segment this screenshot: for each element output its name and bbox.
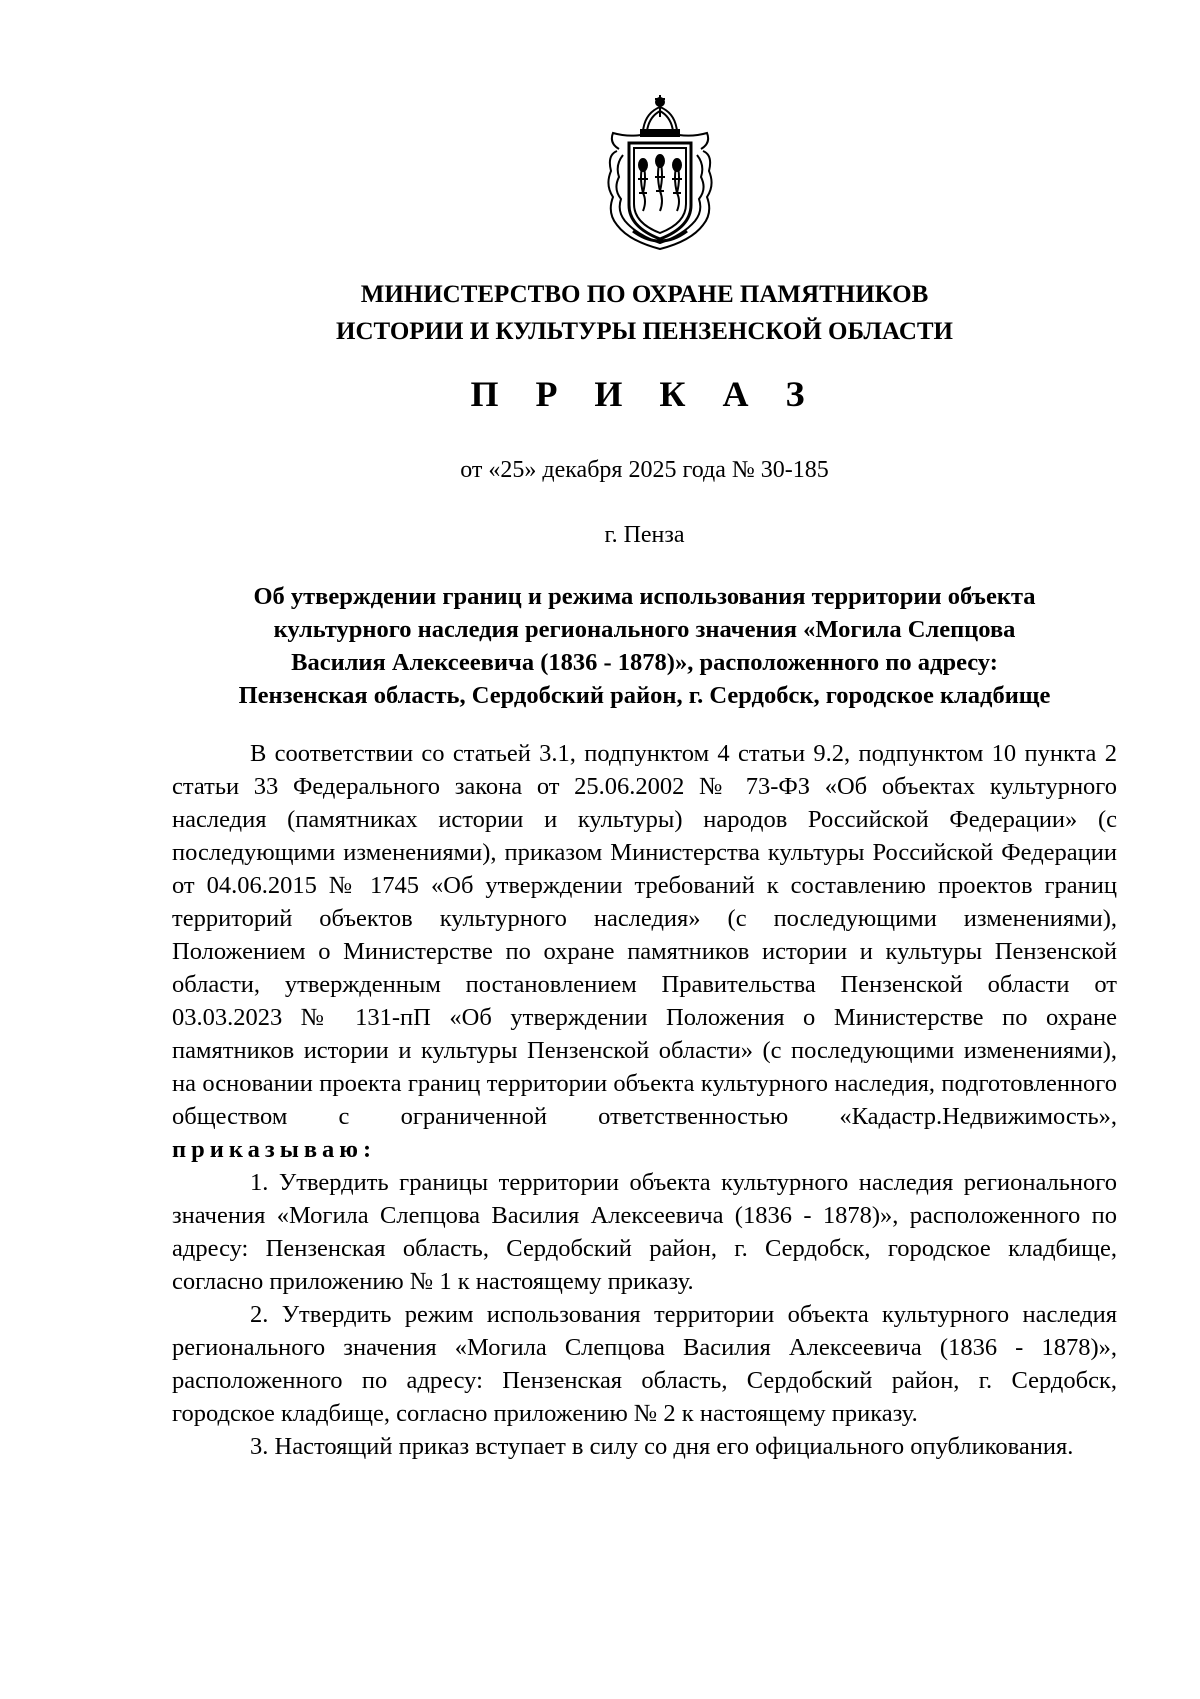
subject-line-4: Пензенская область, Сердобский район, г. Сердобск, городское кладбище [238,682,1051,709]
order-place: г. Пенза [604,522,685,548]
order-item-3: 3. Настоящий приказ вступает в силу со дня его официального опубликования. [250,1433,1074,1460]
order-subject-heading [172,580,1117,712]
document-type-heading: П Р И К А З [470,374,819,414]
penza-oblast-coat-of-arms-icon [603,93,717,253]
subject-line-1: Об утверждении границ и режима использования территории объекта [253,583,1036,610]
ministry-name-line-2: ИСТОРИИ И КУЛЬТУРЫ ПЕНЗЕНСКОЙ ОБЛАСТИ [336,318,953,345]
ministry-name [172,276,1117,350]
preamble-paragraph [172,737,1117,1166]
order-item-2: 2. Утвердить режим использования территории объекта культурного наследия регионального значения «Могила Слепцова Василия Алексеевича (1836 - 1878)», расположенного по адресу: Пензенская область, Сердобский район, г. Сердобск, городское кладбище, согласно приложению № 2 к настоящему приказу. [172,1301,1117,1427]
order-word: приказываю: [172,1136,377,1163]
order-body [172,737,1117,1463]
preamble-text: В соответствии со статьей 3.1, подпунктом 4 статьи 9.2, подпунктом 10 пункта 2 статьи 33 Федерального закона от 25.06.2002 № 73-ФЗ «Об объектах культурного наследия (памятниках истории и культуры) народов Российской Федерации» (с последующими изменениями), приказом Министерства культуры Российской Федерации от 04.06.2015 № 1745 «Об утверждении требований к составлению проектов границ территорий объектов культурного наследия» (с последующими изменениями), Положением о Министерстве по охране памятников истории и культуры Пензенской области, утвержденным постановлением Правительства Пензенской области от 03.03.2023 № 131-пП «Об утверждении Положения о Министерстве по охране памятников истории и культуры Пензенской области» (с последующими изменениями), на основании проекта границ территории объекта культурного наследия, подготовленного обществом с ограниченной ответственностью «Кадастр.Недвижимость», [172,740,1117,1130]
subject-line-3: Василия Алексеевича (1836 - 1878)», расположенного по адресу: [291,649,998,676]
order-item-1: 1. Утвердить границы территории объекта культурного наследия регионального значения «Могила Слепцова Василия Алексеевича (1836 - 1878)», расположенного по адресу: Пензенская область, Сердобский район, г. Сердобск, городское кладбище, согласно приложению № 1 к настоящему приказу. [172,1169,1117,1295]
subject-line-2: культурного наследия регионального значения «Могила Слепцова [273,616,1016,643]
ministry-name-line-1: МИНИСТЕРСТВО ПО ОХРАНЕ ПАМЯТНИКОВ [360,281,929,308]
order-date-number: от «25» декабря 2025 года № 30-185 [460,457,829,483]
